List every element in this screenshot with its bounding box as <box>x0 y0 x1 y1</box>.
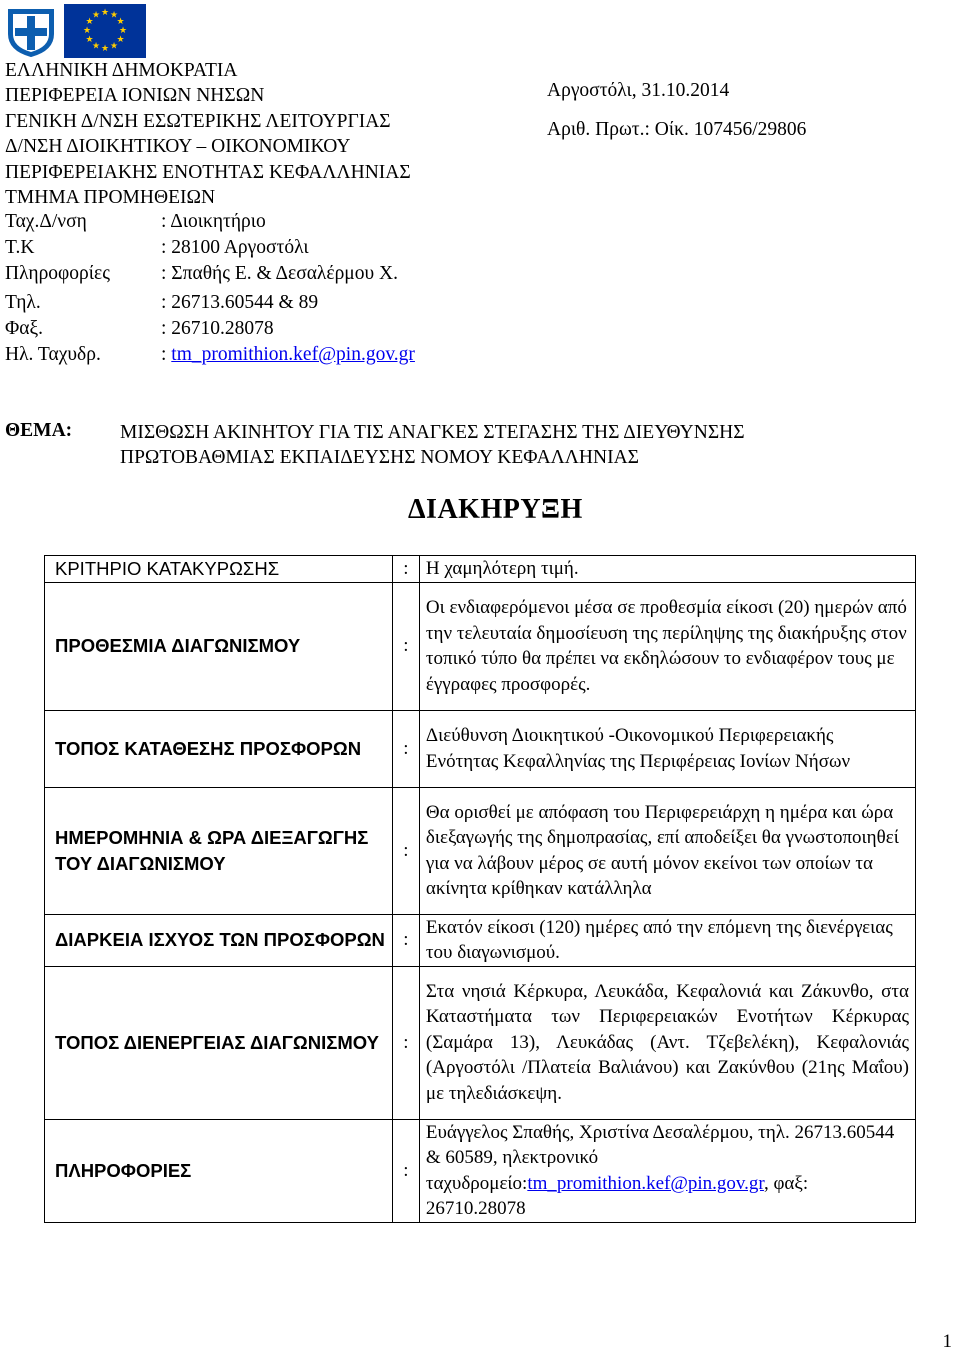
information-email-link[interactable]: tm_promithion.kef@pin.gov.gr <box>527 1172 764 1194</box>
svg-text:★: ★ <box>100 44 110 54</box>
term-label-date-time: ΗΜΕΡΟΜΗΝΙΑ & ΩΡΑ ΔΙΕΞΑΓΩΓΗΣ ΤΟΥ ΔΙΑΓΩΝΙΣΜΟΥ <box>45 787 393 914</box>
contact-postcode-value: : 28100 Αργοστόλι <box>161 237 309 258</box>
table-row <box>45 787 916 914</box>
term-colon: : <box>392 787 419 914</box>
protocol-number: Αριθ. Πρωτ.: Οίκ. 107456/29806 <box>547 119 807 140</box>
svg-text:★: ★ <box>109 41 119 52</box>
document-date: Αργοστόλι, 31.10.2014 <box>547 80 730 101</box>
term-colon: : <box>392 1119 419 1222</box>
svg-text:★: ★ <box>85 17 94 27</box>
contact-fax-value: : 26710.28078 <box>161 318 274 339</box>
svg-text:★: ★ <box>118 26 128 36</box>
term-colon: : <box>392 966 419 1119</box>
table-row <box>45 966 916 1119</box>
contact-address <box>5 211 266 233</box>
svg-text:★: ★ <box>116 17 125 27</box>
header-line-department: ΤΜΗΜΑ ΠΡΟΜΗΘΕΙΩΝ <box>5 187 216 208</box>
document-title: ΔΙΑΚΗΡΥΞΗ <box>408 494 583 525</box>
svg-text:★: ★ <box>85 35 94 45</box>
svg-text:★: ★ <box>100 8 110 18</box>
information-text: Ευάγγελος Σπαθής, Χριστίνα Δεσαλέρμου, τηλ. 26713.60544 & 60589, ηλεκτρονικό ταχυδρομείο: <box>425 1121 895 1194</box>
contact-address-value: : Διοικητήριο <box>161 211 266 232</box>
contact-phone <box>5 292 318 314</box>
svg-text:★: ★ <box>116 35 125 45</box>
term-value-venue: Στα νησιά Κέρκυρα, Λευκάδα, Κεφαλονιά και Ζάκυνθο, στα Καταστήματα των Περιφερειακών Ενοτήτων Κέρκυρας (Σαμάρα 13), Λευκάδας (Αντ. Τζεβελέκη), Κεφαλονιάς (Αργοστόλι /Πλατεία Βαλιάνου) και Ζακύνθου (21ης Μαΐου) με τηλεδιάσκεψη. <box>419 966 915 1119</box>
greek-emblem-logo <box>5 4 57 58</box>
table-row <box>45 582 916 710</box>
header-line-regional-unit: ΠΕΡΙΦΕΡΕΙΑΚΗΣ ΕΝΟΤΗΤΑΣ ΚΕΦΑΛΛΗΝΙΑΣ <box>5 162 411 183</box>
terms-table <box>44 555 916 1223</box>
contact-phone-label: Τηλ. <box>5 292 41 313</box>
term-colon: : <box>392 710 419 787</box>
header-line-region: ΠΕΡΙΦΕΡΕΙΑ ΙΟΝΙΩΝ ΝΗΣΩΝ <box>5 85 265 106</box>
table-row <box>45 710 916 787</box>
subject-text <box>120 420 745 470</box>
page-number: 1 <box>942 1331 952 1352</box>
contact-phone-value: : 26713.60544 & 89 <box>161 292 319 313</box>
term-value-date-time: Θα ορισθεί με απόφαση του Περιφερειάρχη η ημέρα και ώρα διεξαγωγής της δημοπρασίας, επί αποδείξει θα γνωστοποιηθεί για να λάβουν μέρος σε αυτή μόνον εκείνοι των οποίων τα ακίνητα κρίθηκαν κατάλληλα <box>419 787 915 914</box>
term-value-deadline: Οι ενδιαφερόμενοι μέσα σε προθεσμία είκοσι (20) ημερών από την τελευταία δημοσίευση της περίληψης της διακήρυξης στον τοπικό τύπο θα πρέπει να εκδηλώσουν το ενδιαφέρον τους με έγγραφες προσφορές. <box>419 582 915 710</box>
contact-fax-label: Φαξ. <box>5 318 44 339</box>
term-label-award-criterion: ΚΡΙΤΗΡΙΟ ΚΑΤΑΚΥΡΩΣΗΣ <box>45 556 393 583</box>
term-value-submission-place: Διεύθυνση Διοικητικού -Οικονομικού Περιφερειακής Ενότητας Κεφαλληνίας της Περιφέρειας Ιονίων Νήσων <box>419 710 915 787</box>
header-line-country: ΕΛΛΗΝΙΚΗ ΔΗΜΟΚΡΑΤΙΑ <box>5 60 238 81</box>
term-label-information: ΠΛΗΡΟΦΟΡΙΕΣ <box>45 1119 393 1222</box>
term-value-information <box>419 1119 915 1222</box>
contact-email-prefix: : <box>161 344 172 365</box>
subject-label: ΘΕΜΑ: <box>5 420 73 441</box>
term-value-validity: Εκατόν είκοσι (120) ημέρες από την επόμενη της διενέργειας του διαγωνισμού. <box>419 914 915 966</box>
eu-flag-logo <box>64 4 146 58</box>
contact-fax <box>5 318 274 340</box>
header-line-directorate: Δ/ΝΣΗ ΔΙΟΙΚΗΤΙΚΟΥ – ΟΙΚΟΝΟΜΙΚΟΥ <box>5 136 351 157</box>
table-row <box>45 1119 916 1222</box>
header-line-general-directorate: ΓΕΝΙΚΗ Δ/ΝΣΗ ΕΣΩΤΕΡΙΚΗΣ ΛΕΙΤΟΥΡΓΙΑΣ <box>5 111 391 132</box>
svg-text:★: ★ <box>109 10 119 21</box>
table-row <box>45 556 916 583</box>
contact-info-value: : Σπαθής Ε. & Δεσαλέρμου Χ. <box>161 263 398 284</box>
term-label-deadline: ΠΡΟΘΕΣΜΙΑ ΔΙΑΓΩΝΙΣΜΟΥ <box>45 582 393 710</box>
term-colon: : <box>392 556 419 583</box>
svg-text:★: ★ <box>91 10 101 21</box>
contact-info <box>5 263 398 285</box>
term-label-submission-place: ΤΟΠΟΣ ΚΑΤΑΘΕΣΗΣ ΠΡΟΣΦΟΡΩΝ <box>45 710 393 787</box>
subject-line-2: ΠΡΩΤΟΒΑΘΜΙΑΣ ΕΚΠΑΙΔΕΥΣΗΣ ΝΟΜΟΥ ΚΕΦΑΛΛΗΝΙΑΣ <box>120 447 640 468</box>
contact-email-label: Ηλ. Ταχυδρ. <box>5 344 101 365</box>
contact-address-label: Ταχ.Δ/νση <box>5 211 87 232</box>
svg-text:★: ★ <box>82 26 92 36</box>
information-fax-text: , φαξ: 26710.28078 <box>425 1172 809 1219</box>
term-colon: : <box>392 914 419 966</box>
term-colon: : <box>392 582 419 710</box>
term-value-award-criterion: Η χαμηλότερη τιμή. <box>419 556 915 583</box>
contact-postcode-label: Τ.Κ <box>5 237 35 258</box>
term-label-venue: ΤΟΠΟΣ ΔΙΕΝΕΡΓΕΙΑΣ ΔΙΑΓΩΝΙΣΜΟΥ <box>45 966 393 1119</box>
contact-email-link[interactable]: tm_promithion.kef@pin.gov.gr <box>171 344 415 365</box>
contact-postcode <box>5 237 309 259</box>
contact-email <box>5 344 415 366</box>
svg-text:★: ★ <box>91 41 101 52</box>
contact-info-label: Πληροφορίες <box>5 263 110 284</box>
subject-line-1: ΜΙΣΘΩΣΗ ΑΚΙΝΗΤΟΥ ΓΙΑ ΤΙΣ ΑΝΑΓΚΕΣ ΣΤΕΓΑΣΗΣ ΤΗΣ ΔΙΕΥΘΥΝΣΗΣ <box>120 422 745 443</box>
table-row <box>45 914 916 966</box>
term-label-validity: ΔΙΑΡΚΕΙΑ ΙΣΧΥΟΣ ΤΩΝ ΠΡΟΣΦΟΡΩΝ <box>45 914 393 966</box>
